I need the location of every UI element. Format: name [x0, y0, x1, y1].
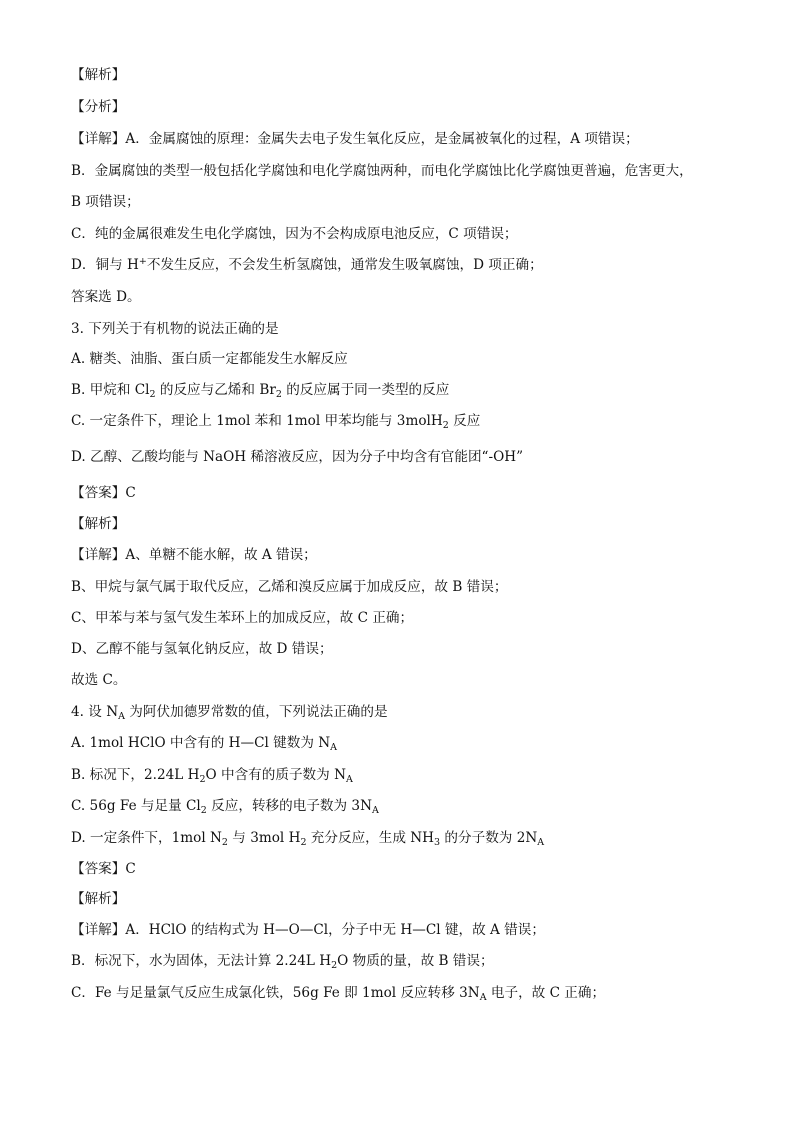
- subscript: 2: [331, 960, 338, 971]
- text-line-29: [71, 952, 494, 970]
- text-line-17: B、甲烷与氯气属于取代反应，乙烯和溴反应属于加成反应，故 B 错误；: [71, 579, 508, 595]
- text-run: 充分反应，生成 NH: [306, 830, 435, 846]
- text-line-18: C、甲苯与苯与氢气发生苯环上的加成反应，故 C 正确；: [71, 610, 414, 626]
- subscript: A: [479, 992, 487, 1003]
- subscript: A: [118, 711, 125, 722]
- text-run: D．铜与 H: [71, 257, 139, 273]
- text-line-24: [71, 797, 379, 815]
- superscript: +: [138, 256, 147, 267]
- text-run: C. 一定条件下，理论上 1mol 苯和 1mol 甲苯均能与 3molH: [71, 413, 443, 429]
- text-line-1: 【解析】: [71, 67, 126, 83]
- text-line-13: D. 乙醇、乙酸均能与 NaOH 稀溶液反应，因为分子中均含有官能团“-OH”: [71, 449, 524, 465]
- subscript: 2: [300, 837, 307, 848]
- text-line-12: [71, 412, 480, 430]
- text-line-15: 【解析】: [71, 516, 126, 532]
- text-run: 反应，转移的电子数为 3N: [206, 798, 372, 814]
- text-run: 反应: [448, 413, 481, 429]
- text-line-11: [71, 381, 449, 399]
- text-line-23: [71, 766, 353, 784]
- text-line-9: 3. 下列关于有机物的说法正确的是: [71, 321, 279, 337]
- text-line-25: [71, 829, 544, 847]
- subscript: 2: [442, 420, 449, 431]
- text-line-3: 【详解】A．金属腐蚀的原理：金属失去电子发生氧化反应，是金属被氧化的过程，A 项错误；: [71, 131, 639, 147]
- text-run: B．标况下，水为固体，无法计算 2.24L H: [71, 953, 332, 969]
- text-line-21: [71, 703, 388, 721]
- text-line-22: [71, 734, 337, 752]
- text-line-16: 【详解】A、单糖不能水解，故 A 错误；: [71, 547, 317, 563]
- text-run: C．Fe 与足量氯气反应生成氯化铁，56g Fe 即 1mol 反应转移 3N: [71, 985, 480, 1001]
- text-run: 不发生反应，不会发生析氢腐蚀，通常发生吸氧腐蚀，D 项正确；: [146, 257, 543, 273]
- text-line-20: 故选 C。: [71, 672, 127, 688]
- text-line-19: D、乙醇不能与氢氧化钠反应，故 D 错误；: [71, 641, 333, 657]
- text-run: 与 3mol H: [227, 830, 301, 846]
- subscript: A: [371, 805, 379, 816]
- text-run: 电子，故 C 正确；: [486, 985, 606, 1001]
- subscript: A: [330, 742, 338, 753]
- subscript: 2: [200, 805, 207, 816]
- text-run: O 物质的量，故 B 错误；: [337, 953, 494, 969]
- text-run: B. 标况下，2.24L H: [71, 767, 200, 783]
- text-run: D. 一定条件下，1mol N: [71, 830, 222, 846]
- subscript: 2: [221, 837, 228, 848]
- text-line-27: 【解析】: [71, 891, 126, 907]
- text-run: 的反应属于同一类型的反应: [281, 382, 450, 398]
- text-line-14: 【答案】C: [71, 485, 136, 501]
- subscript: A: [345, 774, 353, 785]
- text-run: 的分子数为 2N: [440, 830, 538, 846]
- subscript: 2: [199, 774, 206, 785]
- text-run: O 中含有的质子数为 N: [205, 767, 346, 783]
- text-line-5: B 项错误；: [71, 194, 140, 210]
- text-run: 为阿伏加德罗常数的值，下列说法正确的是: [124, 704, 388, 720]
- text-line-30: [71, 984, 605, 1002]
- text-run: 4. 设 N: [71, 704, 119, 720]
- text-run: 的反应与乙烯和 Br: [155, 382, 276, 398]
- subscript: A: [537, 837, 545, 848]
- text-run: B. 甲烷和 Cl: [71, 382, 150, 398]
- text-line-26: 【答案】C: [71, 861, 136, 877]
- text-line-10: A. 糖类、油脂、蛋白质一定都能发生水解反应: [71, 351, 348, 367]
- text-line-6: C．纯的金属很难发生电化学腐蚀，因为不会构成原电池反应，C 项错误；: [71, 226, 518, 242]
- text-line-7: [71, 256, 543, 274]
- subscript: 2: [149, 389, 156, 400]
- subscript: 2: [275, 389, 282, 400]
- text-line-4: B．金属腐蚀的类型一般包括化学腐蚀和电化学腐蚀两种，而电化学腐蚀比化学腐蚀更普遍，危害更大，: [71, 163, 693, 179]
- text-line-2: 【分析】: [71, 99, 126, 115]
- subscript: 3: [434, 837, 441, 848]
- text-line-8: 答案选 D。: [71, 289, 141, 305]
- text-run: C. 56g Fe 与足量 Cl: [71, 798, 201, 814]
- text-line-28: 【详解】A．HClO 的结构式为 H—O—Cl，分子中无 H—Cl 键，故 A 错误；: [71, 922, 545, 938]
- text-run: A. 1mol HClO 中含有的 H—Cl 键数为 N: [71, 735, 331, 751]
